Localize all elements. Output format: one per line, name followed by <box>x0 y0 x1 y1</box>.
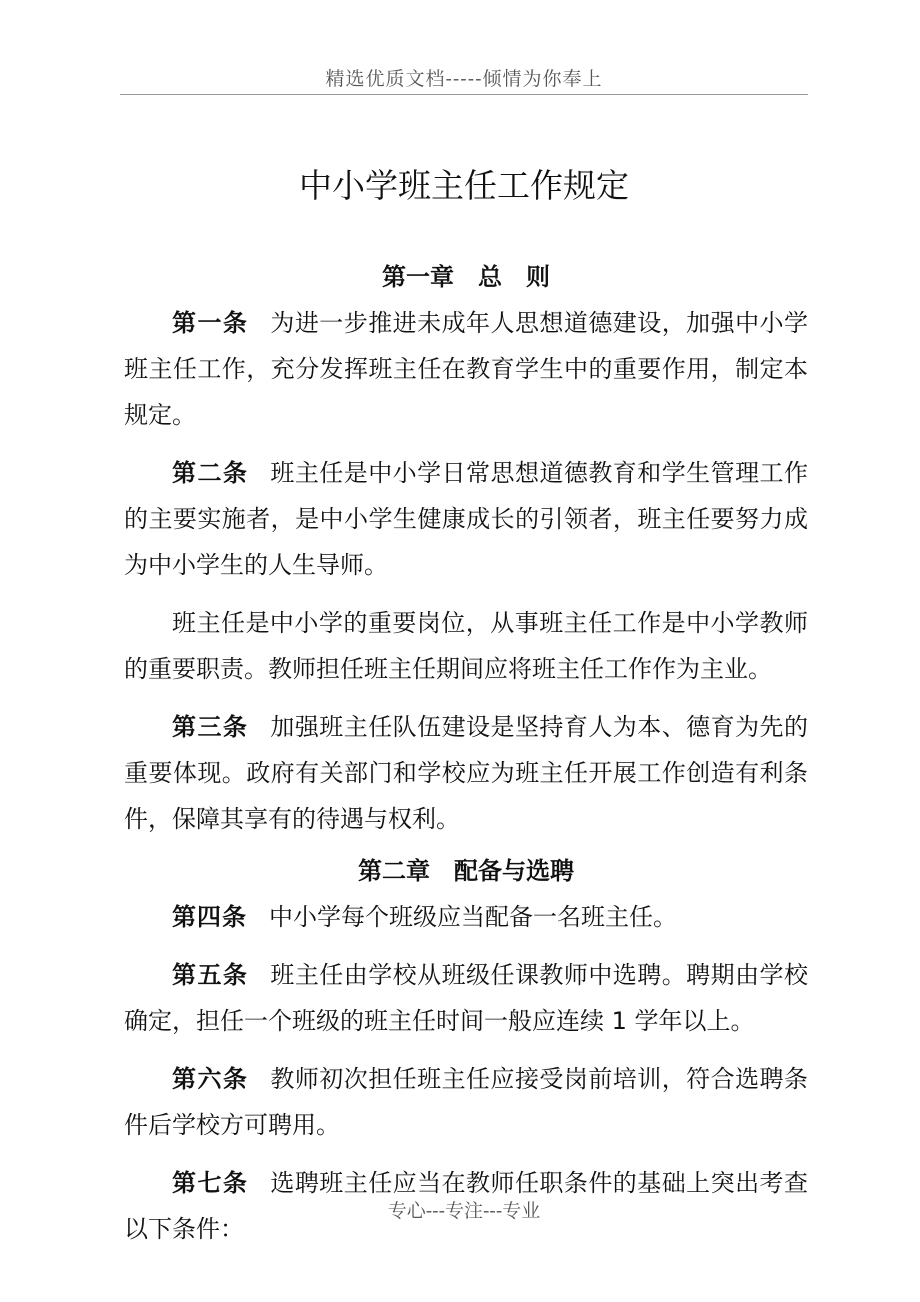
document-body <box>124 254 808 1264</box>
article-paragraph <box>124 894 808 940</box>
article-label: 第一条 <box>172 309 249 337</box>
article-label: 第二条 <box>172 459 249 487</box>
chapter-heading: 第一章 总 则 <box>382 263 550 291</box>
article-text: 班主任是中小学日常思想道德教育和学生管理工作的主要实施者，是中小学生健康成长的引领者，班主任要努力成为中小学生的人生导师。 <box>124 459 808 579</box>
article-paragraph <box>124 450 808 588</box>
article-paragraph <box>124 300 808 438</box>
article-text: 中小学每个班级应当配备一名班主任。 <box>269 903 677 931</box>
chapter-heading: 第二章 配备与选聘 <box>358 857 574 885</box>
header-divider <box>120 94 808 95</box>
article-label: 第三条 <box>172 713 249 741</box>
article-paragraph <box>124 600 808 692</box>
article-text: 教师初次担任班主任应接受岗前培训，符合选聘条件后学校方可聘用。 <box>124 1065 808 1139</box>
article-text: 班主任是中小学的重要岗位，从事班主任工作是中小学教师的重要职责。教师担任班主任期间应将班主任工作作为主业。 <box>124 609 808 683</box>
document-title: 中小学班主任工作规定 <box>299 166 629 205</box>
article-text: 为进一步推进未成年人思想道德建设，加强中小学班主任工作，充分发挥班主任在教育学生中的重要作用，制定本规定。 <box>124 309 808 429</box>
article-paragraph <box>124 952 808 1044</box>
article-text: 选聘班主任应当在教师任职条件的基础上突出考查以下条件： <box>124 1169 808 1243</box>
article-text: 加强班主任队伍建设是坚持育人为本、德育为先的重要体现。政府有关部门和学校应为班主任开展工作创造有利条件，保障其享有的待遇与权利。 <box>124 713 808 833</box>
article-label: 第六条 <box>172 1065 249 1093</box>
article-text: 班主任由学校从班级任课教师中选聘。聘期由学校确定，担任一个班级的班主任时间一般应连续 1 学年以上。 <box>124 961 808 1035</box>
article-paragraph <box>124 704 808 842</box>
article-label: 第七条 <box>172 1169 249 1197</box>
page-footer: 专心---专注---专业 <box>387 1200 541 1222</box>
page-header: 精选优质文档-----倾情为你奉上 <box>325 68 603 90</box>
article-label: 第四条 <box>172 903 247 931</box>
article-paragraph <box>124 1056 808 1148</box>
article-label: 第五条 <box>172 961 249 989</box>
